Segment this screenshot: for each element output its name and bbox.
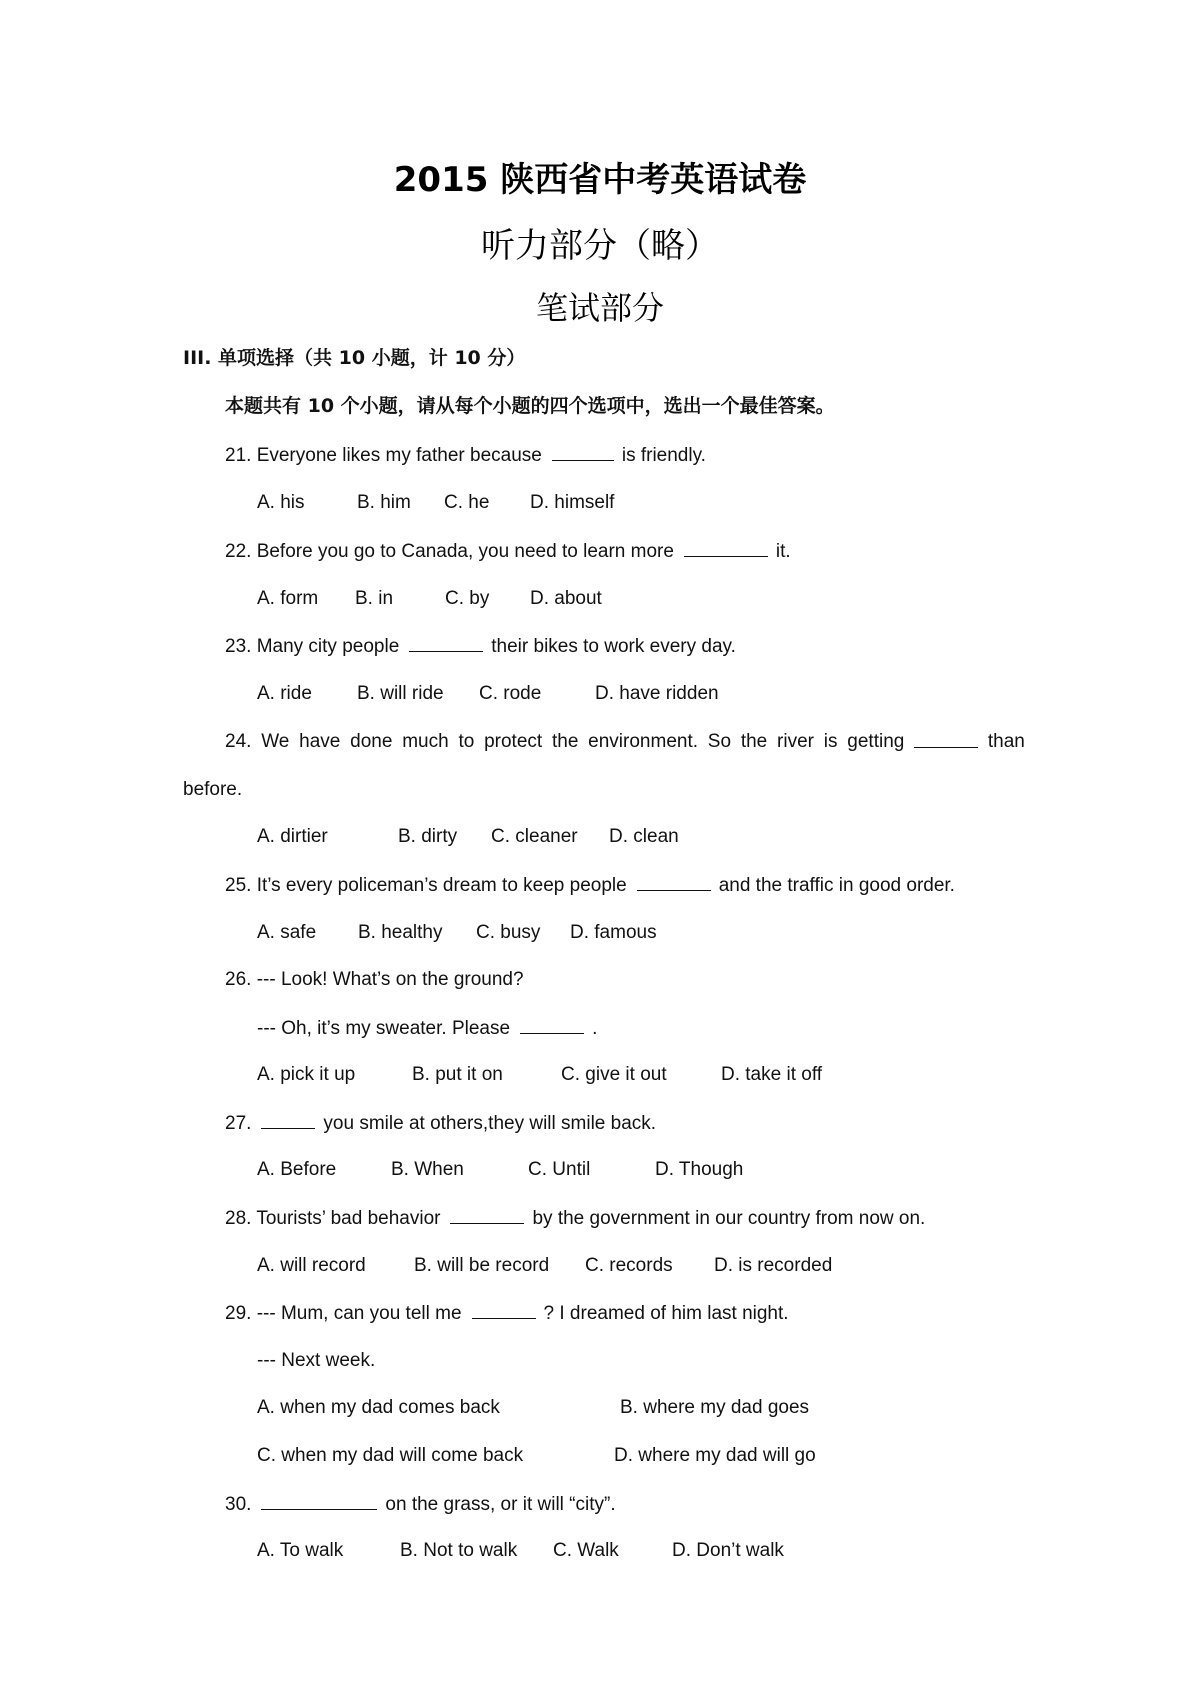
option-30-c: C. Walk [553, 1540, 619, 1561]
question-27 [225, 1111, 656, 1136]
question-stem-end: you smile at others,they will smile back. [323, 1113, 657, 1134]
option-25-c: C. busy [476, 922, 541, 943]
option-22-a: A. form [257, 588, 319, 609]
option-21-b: B. him [357, 492, 411, 513]
option-29-c: C. when my dad will come back [257, 1445, 524, 1466]
answer-blank [472, 1301, 536, 1319]
question-stem-end: it. [775, 541, 791, 562]
answer-blank [261, 1492, 377, 1510]
question-stem-end: their bikes to work every day. [491, 636, 736, 657]
stem-word: protect [484, 731, 543, 752]
stem-word: much [402, 731, 449, 752]
option-24-b: B. dirty [398, 826, 458, 847]
question-22 [225, 539, 791, 564]
answer-blank [409, 634, 483, 652]
stem-word: 24. [225, 731, 252, 752]
listening-section-title: 听力部分（略） [481, 226, 719, 266]
question-stem: 21. Everyone likes my father because [225, 445, 542, 466]
question-stem-end: on the grass, or it will “city”. [385, 1494, 616, 1515]
option-29-b: B. where my dad goes [620, 1397, 810, 1418]
question-23 [225, 634, 736, 659]
option-22-c: C. by [445, 588, 490, 609]
question-stem: 27. [225, 1113, 252, 1134]
question-30 [225, 1492, 616, 1517]
stem-word: river [777, 731, 814, 752]
option-21-a: A. his [257, 492, 305, 513]
question-stem: 25. It’s every policeman’s dream to keep people [225, 875, 627, 896]
section-heading: III. 单项选择（共 10 小题，计 10 分） [183, 347, 526, 369]
question-28 [225, 1206, 925, 1231]
option-28-d: D. is recorded [714, 1255, 833, 1276]
question-stem-end: and the traffic in good order. [718, 875, 955, 896]
stem-word: to [458, 731, 475, 752]
option-25-d: D. famous [570, 922, 657, 943]
question-21 [225, 443, 706, 468]
option-28-c: C. records [585, 1255, 673, 1276]
option-23-d: D. have ridden [595, 683, 719, 704]
written-section-title: 笔试部分 [535, 289, 664, 327]
option-25-a: A. safe [257, 922, 317, 943]
option-30-a: A. To walk [257, 1540, 344, 1561]
option-29-a: A. when my dad comes back [257, 1397, 500, 1418]
option-30-d: D. Don’t walk [672, 1540, 784, 1561]
option-23-a: A. ride [257, 683, 312, 704]
answer-blank [684, 539, 768, 557]
answer-blank [637, 873, 711, 891]
option-27-c: C. Until [528, 1159, 591, 1180]
stem-word: So [707, 731, 732, 752]
answer-blank [261, 1111, 315, 1129]
question-29-reply: --- Next week. [257, 1350, 376, 1371]
question-stem: --- Oh, it’s my sweater. Please [257, 1018, 511, 1039]
answer-blank [520, 1016, 584, 1034]
option-27-b: B. When [391, 1159, 464, 1180]
question-26: 26. --- Look! What’s on the ground? [225, 969, 524, 990]
stem-word: done [350, 731, 393, 752]
stem-word: getting [847, 731, 905, 752]
stem-word: We [261, 731, 290, 752]
option-26-c: C. give it out [561, 1064, 667, 1085]
option-24-a: A. dirtier [257, 826, 328, 847]
question-stem-end: is friendly. [621, 445, 706, 466]
option-26-b: B. put it on [412, 1064, 503, 1085]
question-stem: 23. Many city people [225, 636, 400, 657]
answer-blank [914, 730, 978, 748]
option-26-d: D. take it off [721, 1064, 823, 1085]
option-23-c: C. rode [479, 683, 542, 704]
stem-word: the [740, 731, 768, 752]
question-24 [225, 730, 1025, 754]
stem-word: than [987, 731, 1025, 752]
stem-word: environment. [588, 731, 699, 752]
stem-word: the [551, 731, 579, 752]
section-instruction: 本题共有 10 个小题，请从每个小题的四个选项中，选出一个最佳答案。 [225, 395, 835, 417]
option-25-b: B. healthy [358, 922, 443, 943]
question-stem-end: by the government in our country from now on. [532, 1208, 926, 1229]
question-stem: 22. Before you go to Canada, you need to learn more [225, 541, 674, 562]
answer-blank [450, 1206, 524, 1224]
option-27-a: A. Before [257, 1159, 337, 1180]
option-22-d: D. about [530, 588, 602, 609]
option-21-d: D. himself [530, 492, 615, 513]
question-stem: 30. [225, 1494, 252, 1515]
option-29-d: D. where my dad will go [614, 1445, 816, 1466]
option-27-d: D. Though [655, 1159, 744, 1180]
question-26-reply [257, 1016, 597, 1041]
stem-word: have [299, 731, 341, 752]
question-stem-end: ? I dreamed of him last night. [543, 1303, 789, 1324]
option-28-a: A. will record [257, 1255, 366, 1276]
question-stem: 28. Tourists’ bad behavior [225, 1208, 441, 1229]
option-24-d: D. clean [609, 826, 679, 847]
question-stem: 29. --- Mum, can you tell me [225, 1303, 462, 1324]
exam-title: 2015 陕西省中考英语试卷 [393, 160, 807, 200]
answer-blank [552, 443, 614, 461]
option-24-c: C. cleaner [491, 826, 578, 847]
option-26-a: A. pick it up [257, 1064, 356, 1085]
question-29 [225, 1301, 789, 1326]
option-23-b: B. will ride [357, 683, 444, 704]
stem-word: is [823, 731, 838, 752]
option-21-c: C. he [444, 492, 490, 513]
option-28-b: B. will be record [414, 1255, 550, 1276]
question-stem-end: . [592, 1018, 598, 1039]
option-22-b: B. in [355, 588, 394, 609]
question-25 [225, 873, 955, 898]
option-30-b: B. Not to walk [400, 1540, 518, 1561]
question-24-continuation: before. [183, 779, 243, 800]
